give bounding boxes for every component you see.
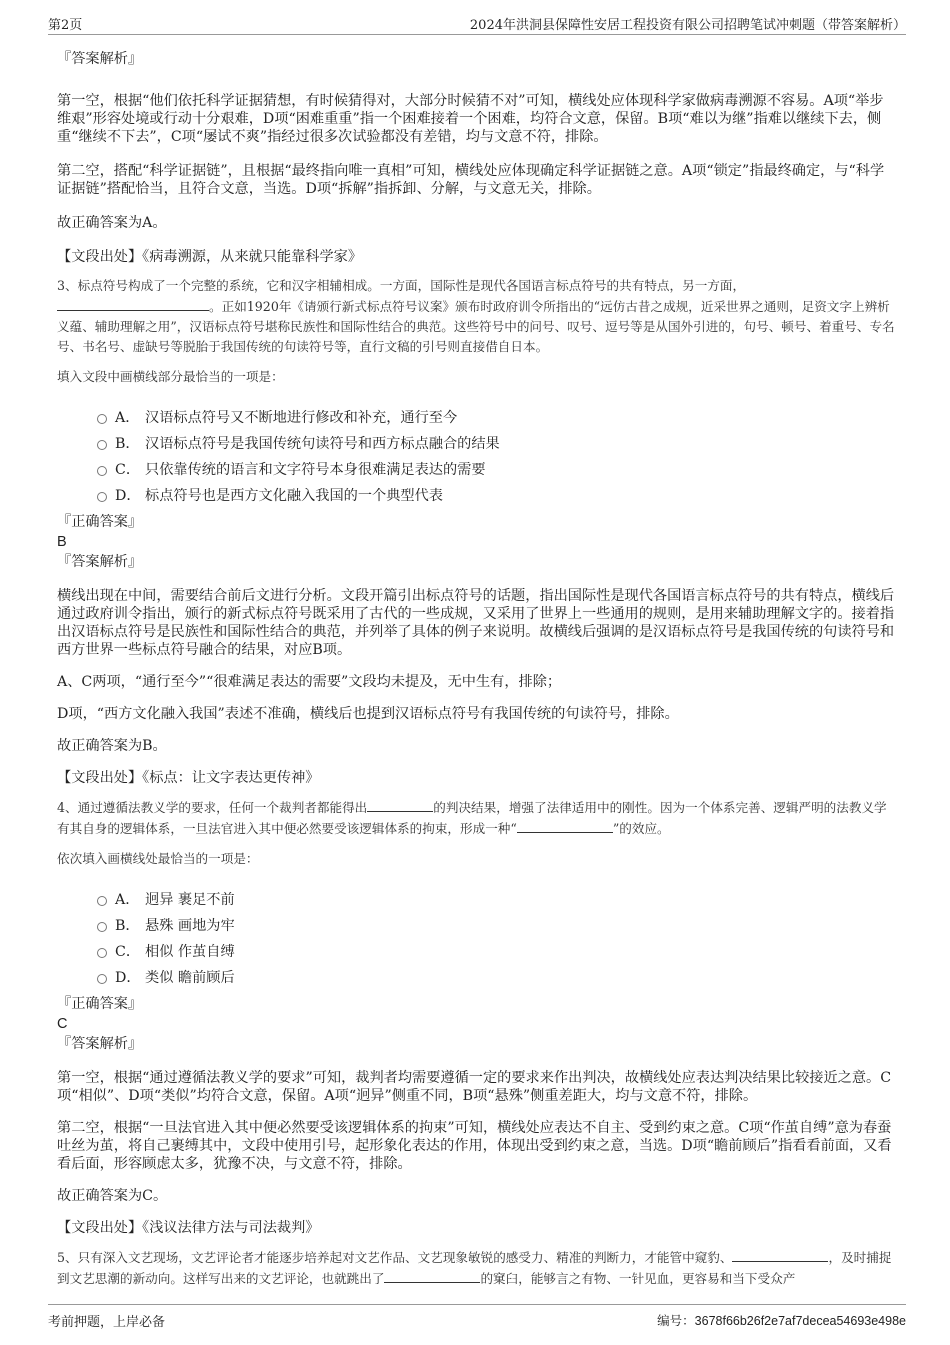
option-text: 标点符号也是西方文化融入我国的一个典型代表 <box>145 488 443 504</box>
option-letter: A． <box>115 410 140 426</box>
question-prompt: 填入文段中画横线部分最恰当的一项是： <box>57 369 284 384</box>
analysis-paragraph: D项，“西方文化融入我国”表述不准确，横线后也提到汉语标点符号有我国传统的句读符号，排除。 <box>57 706 679 722</box>
fill-blank <box>517 818 613 833</box>
source-citation: 【文段出处】《浅议法律方法与司法裁判》 <box>57 1220 320 1236</box>
fill-blank <box>57 296 209 311</box>
option-letter: A． <box>115 892 140 908</box>
page-footer <box>48 1304 906 1331</box>
option-letter: C． <box>115 462 141 478</box>
option-letter: B． <box>115 918 140 934</box>
analysis-tag: 『答案解析』 <box>57 51 143 67</box>
stem-text: 5、只有深入文艺现场，文艺评论者才能逐步培养起对文艺作品、文艺现象敏锐的感受力、精准的判断力，才能管中窥豹、 <box>57 1250 733 1265</box>
analysis-tag: 『答案解析』 <box>57 1036 143 1052</box>
option-text: 相似 作茧自缚 <box>145 944 235 960</box>
correct-answer-tag: 『正确答案』 <box>57 514 143 530</box>
page-header <box>48 12 906 35</box>
analysis-paragraph: 第一空，根据“通过遵循法教义学的要求”可知，裁判者均需要遵循一定的要求来作出判决，故横线处应表达判决结果比较接近之意。C项“相似”、D项“类似”均符合文意，保留。A项“迥异”侧重不同，B项“悬殊”侧重差距大，均与文意不符，排除。 <box>57 1070 892 1104</box>
radio-icon[interactable] <box>97 948 107 958</box>
source-citation: 【文段出处】《病毒溯源，从来就只能靠科学家》 <box>57 249 363 265</box>
fill-blank <box>732 1247 828 1262</box>
correct-answer: C <box>57 1016 68 1032</box>
option-letter: C． <box>115 944 141 960</box>
option-d[interactable] <box>57 485 897 511</box>
option-letter: D． <box>115 970 141 986</box>
radio-icon[interactable] <box>97 414 107 424</box>
radio-icon[interactable] <box>97 466 107 476</box>
document-title: 2024年洪洞县保障性安居工程投资有限公司招聘笔试冲刺题（带答案解析） <box>469 18 906 33</box>
correct-answer: B <box>57 534 67 550</box>
stem-text: 的窠臼，能够言之有物、一针见血，更容易和当下受众产 <box>480 1271 796 1286</box>
stem-text: ，及时捕捉到文艺思潮的新动向。这样写出来的文艺评论，也就跳出了 <box>57 1250 892 1286</box>
options-list <box>57 407 897 511</box>
analysis-tag: 『答案解析』 <box>57 554 143 570</box>
page-number: 第2页 <box>48 18 83 33</box>
stem-text: 的判决结果，增强了法律适用中的刚性。因为一个体系完善、逻辑严明的法教义学有其自身的逻辑体系，一旦法官进入其中便必然要受该逻辑体系的拘束，形成一种“ <box>57 800 887 836</box>
question-stem <box>57 1247 897 1289</box>
option-a[interactable] <box>57 889 897 915</box>
radio-icon[interactable] <box>97 974 107 984</box>
page-content <box>57 40 897 1289</box>
option-text: 悬殊 画地为牢 <box>145 918 235 934</box>
option-text: 类似 瞻前顾后 <box>145 970 235 986</box>
radio-icon[interactable] <box>97 896 107 906</box>
code-label: 编号： <box>657 1313 695 1328</box>
option-letter: D． <box>115 488 141 504</box>
option-text: 汉语标点符号是我国传统句读符号和西方标点融合的结果 <box>145 436 500 452</box>
option-letter: B． <box>115 436 140 452</box>
stem-text: 3、标点符号构成了一个完整的系统，它和汉字相辅相成。一方面，国际性是现代各国语言标点符号的共有特点，另一方面， <box>57 278 746 293</box>
stem-text: 4、通过遵循法教义学的要求，任何一个裁判者都能得出 <box>57 800 368 815</box>
question-stem <box>57 797 897 839</box>
option-c[interactable] <box>57 941 897 967</box>
radio-icon[interactable] <box>97 922 107 932</box>
analysis-paragraph: 横线出现在中间，需要结合前后文进行分析。文段开篇引出标点符号的话题，指出国际性是现代各国语言标点符号的共有特点，横线后通过政府训令指出，颁行的新式标点符号既采用了古代的一些成规，又采用了世界上一些通用的规则，是用来辅助理解文字的。接着指出汉语标点符号是民族性和国际性结合的典范，并列举了具体的例子来说明。故横线后强调的是汉语标点符号是我国传统的句读符号和西方世界一些标点符号融合的结果，对应B项。 <box>57 588 895 658</box>
correct-answer-tag: 『正确答案』 <box>57 996 143 1012</box>
stem-text: ”的效应。 <box>612 821 670 836</box>
source-citation: 【文段出处】《标点：让文字表达更传神》 <box>57 770 320 786</box>
question-stem <box>57 276 897 357</box>
radio-icon[interactable] <box>97 440 107 450</box>
code-value: 3678f66b26f2e7af7decea54693e498e <box>694 1314 906 1328</box>
analysis-paragraph: 第一空，根据“他们依托科学证据猜想，有时候猜得对，大部分时候猜不对”可知，横线处应体现科学家做病毒溯源不容易。A项“举步维艰”形容处境或行动十分艰难，D项“困难重重”指一个困难接着一个困难，均符合文意，保留。B项“难以为继”指难以继续下去，侧重“继续不下去”，C项“屡试不爽”指经过很多次试验都没有差错，均与文意不符，排除。 <box>57 93 884 145</box>
option-b[interactable] <box>57 433 897 459</box>
answer-conclusion: 故正确答案为A。 <box>57 215 167 231</box>
analysis-paragraph: 第二空，搭配“科学证据链”，且根据“最终指向唯一真相”可知，横线处应体现确定科学证据链之意。A项“锁定”指最终确定，与“科学证据链”搭配恰当，且符合文意，当选。D项“拆解”指拆卸、分解，与文意无关，排除。 <box>57 163 885 197</box>
document-code <box>657 1311 906 1329</box>
options-list <box>57 889 897 993</box>
analysis-paragraph: 第二空，根据“一旦法官进入其中便必然要受该逻辑体系的拘束”可知，横线处应表达不自主、受到约束之意。C项“作茧自缚”意为春蚕吐丝为茧，将自己裹缚其中，文段中使用引号，起形象化表达的作用，体现出受到约束之意，当选。D项“瞻前顾后”指看看前面，又看看后面，形容顾虑太多，犹豫不决，与文意不符，排除。 <box>57 1120 892 1172</box>
answer-conclusion: 故正确答案为B。 <box>57 738 167 754</box>
option-b[interactable] <box>57 915 897 941</box>
fill-blank <box>367 797 433 812</box>
option-text: 只依靠传统的语言和文字符号本身很难满足表达的需要 <box>145 462 486 478</box>
question-prompt: 依次填入画横线处最恰当的一项是： <box>57 851 259 866</box>
stem-text: 。正如1920年《请颁行新式标点符号议案》颁布时政府训令所指出的“远仿古昔之成规，近采世界之通则，足资文字上辨析义蕴、辅助理解之用”，汉语标点符号堪称民族性和国际性结合的典范。这些符号中的问号、叹号、逗号等是从国外引进的，句号、顿号、着重号、专名号、书名号、虚缺号等脱胎于我国传统的句读符号等，直行文稿的引号则直接借自日本。 <box>57 299 895 354</box>
fill-blank <box>384 1268 480 1283</box>
option-text: 迥异 裹足不前 <box>145 892 235 908</box>
option-c[interactable] <box>57 459 897 485</box>
option-d[interactable] <box>57 967 897 993</box>
analysis-paragraph: A、C两项，“通行至今”“很难满足表达的需要”文段均未提及，无中生有，排除； <box>57 674 562 690</box>
footer-slogan: 考前押题，上岸必备 <box>48 1315 166 1330</box>
option-text: 汉语标点符号又不断地进行修改和补充，通行至今 <box>145 410 458 426</box>
option-a[interactable] <box>57 407 897 433</box>
answer-conclusion: 故正确答案为C。 <box>57 1188 168 1204</box>
radio-icon[interactable] <box>97 492 107 502</box>
